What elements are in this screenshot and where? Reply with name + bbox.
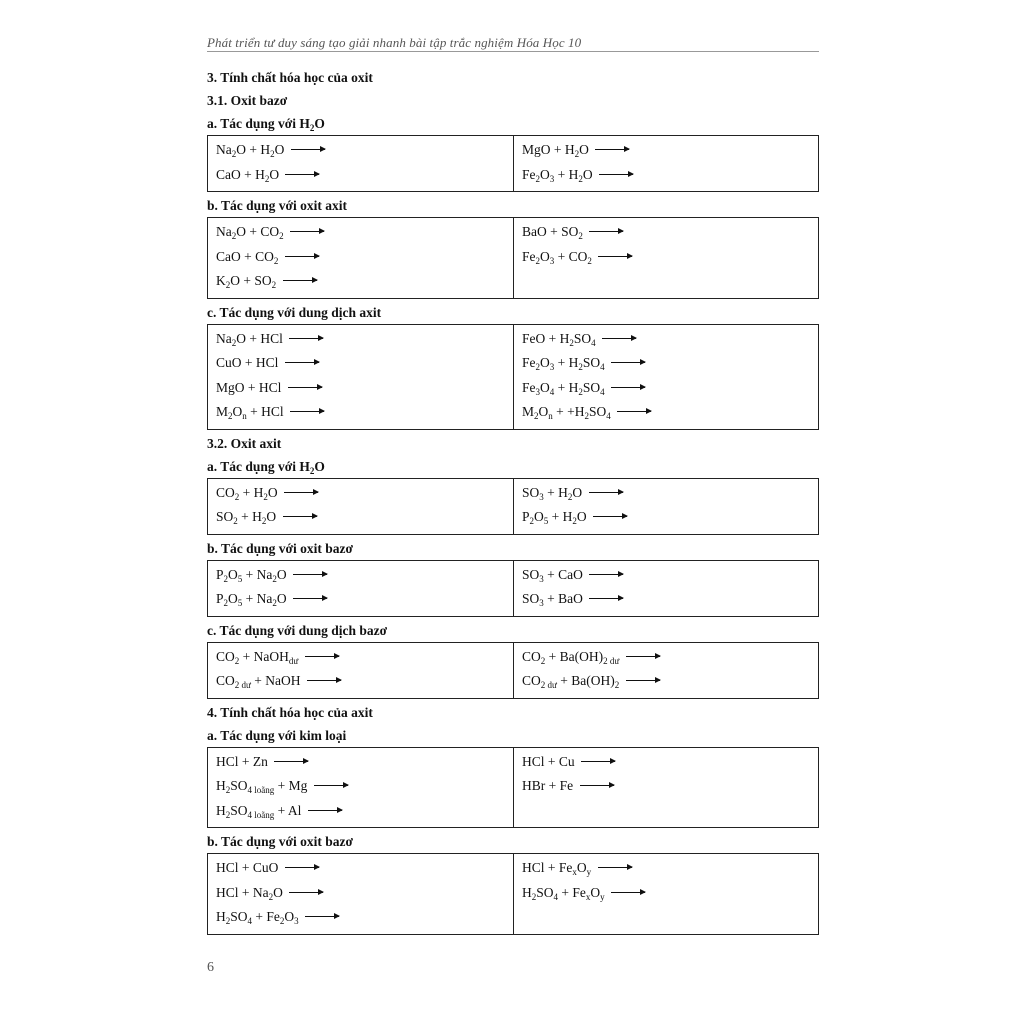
reaction-equation: $Fe_2O_3 + H_2O$ <box>522 163 818 188</box>
reaction-arrow-icon <box>285 256 319 257</box>
reaction-equation: $Fe_2O_3 + H_2SO_4$ <box>522 351 818 376</box>
reaction-table <box>207 747 819 829</box>
right-column <box>513 325 818 429</box>
right-column <box>513 748 818 828</box>
reaction-equation: HCl + Zn <box>216 750 513 775</box>
reaction-arrow-icon <box>611 387 645 388</box>
reaction-arrow-icon <box>589 231 623 232</box>
reaction-arrow-icon <box>289 892 323 893</box>
reaction-arrow-icon <box>285 362 319 363</box>
reaction-arrow-icon <box>598 256 632 257</box>
reaction-table <box>207 560 819 617</box>
reaction-equation: $CO_2$ + NaOH$_{dư}$ <box>216 645 513 670</box>
reaction-equation: $SO_2 + H_2O$ <box>216 505 513 530</box>
reaction-arrow-icon <box>617 411 651 412</box>
reaction-arrow-icon <box>308 810 342 811</box>
right-column <box>513 479 818 534</box>
reaction-equation: HCl + Cu <box>522 750 818 775</box>
exercise-title: a. Tác dụng với $H_2O$ <box>207 116 325 133</box>
reaction-arrow-icon <box>283 516 317 517</box>
reaction-equation: $CO_2 + H_2O$ <box>216 481 513 506</box>
reaction-equation: HCl + $Fe_xO_y$ <box>522 856 818 881</box>
exercise-title: b. Tác dụng với oxit bazơ <box>207 834 353 849</box>
subsection-heading: 3.2. Oxit axit <box>207 435 282 451</box>
reaction-equation: HBr + Fe <box>522 774 818 799</box>
reaction-arrow-icon <box>589 492 623 493</box>
right-column <box>513 643 818 698</box>
reaction-arrow-icon <box>595 149 629 150</box>
right-column <box>513 854 818 934</box>
reaction-arrow-icon <box>305 656 339 657</box>
reaction-table <box>207 324 819 430</box>
left-column <box>208 479 513 534</box>
exercise-title: a. Tác dụng với kim loại <box>207 727 347 743</box>
exercise-title: c. Tác dụng với dung dịch axit <box>207 304 382 320</box>
reaction-arrow-icon <box>593 516 627 517</box>
reaction-equation: $M_2O_n + +H_2SO_4$ <box>522 400 818 425</box>
reaction-table <box>207 478 819 535</box>
reaction-equation: $Na_2O + H_2O$ <box>216 138 513 163</box>
reaction-equation: $SO_3 + H_2O$ <box>522 481 818 506</box>
reaction-equation: FeO + $H_2SO_4$ <box>522 327 818 352</box>
reaction-arrow-icon <box>283 280 317 281</box>
reaction-equation: $P_2O_5 + H_2O$ <box>522 505 818 530</box>
right-column <box>513 561 818 616</box>
reaction-equation: $Fe_2O_3 + CO_2$ <box>522 245 818 270</box>
exercise-title: c. Tác dụng với dung dịch bazơ <box>207 622 388 638</box>
reaction-arrow-icon <box>274 761 308 762</box>
reaction-arrow-icon <box>580 785 614 786</box>
reaction-equation: $H_2SO_{4 loãng} + Al$ <box>216 799 513 824</box>
reaction-equation: CuO + HCl <box>216 351 513 376</box>
reaction-equation: $K_2O + SO_2$ <box>216 269 513 294</box>
left-column <box>208 643 513 698</box>
reaction-arrow-icon <box>305 916 339 917</box>
right-column <box>513 218 818 298</box>
reaction-equation: $SO_3$ + CaO <box>522 563 818 588</box>
reaction-arrow-icon <box>589 574 623 575</box>
page-number: 6 <box>207 960 214 975</box>
reaction-equation: MgO + HCl <box>216 376 513 401</box>
right-column <box>513 136 818 191</box>
reaction-table <box>207 217 819 299</box>
reaction-arrow-icon <box>626 680 660 681</box>
reaction-arrow-icon <box>611 362 645 363</box>
section-heading: 3. Tính chất hóa học của oxit <box>207 70 373 85</box>
reaction-arrow-icon <box>598 867 632 868</box>
reaction-equation: MgO + $H_2O$ <box>522 138 818 163</box>
reaction-arrow-icon <box>581 761 615 762</box>
reaction-equation: $SO_3$ + BaO <box>522 587 818 612</box>
reaction-table <box>207 135 819 192</box>
reaction-equation: $H_2SO_{4 loãng} + Mg$ <box>216 774 513 799</box>
reaction-equation: $CO_{2 dư}$ + NaOH <box>216 669 513 694</box>
reaction-equation: $Na_2O$ + HCl <box>216 327 513 352</box>
reaction-equation: $M_2O_n$ + HCl <box>216 400 513 425</box>
reaction-equation: $H_2SO_4 + Fe_xO_y$ <box>522 881 818 906</box>
reaction-arrow-icon <box>290 411 324 412</box>
reaction-equation: $CO_{2 dư} + Ba(OH)_2$ <box>522 669 818 694</box>
reaction-arrow-icon <box>307 680 341 681</box>
reaction-equation: BaO + $SO_2$ <box>522 220 818 245</box>
reaction-equation: CaO + $H_2O$ <box>216 163 513 188</box>
section-heading: 4. Tính chất hóa học của axit <box>207 704 373 720</box>
page-content <box>207 66 819 937</box>
reaction-equation: $P_2O_5 + Na_2O$ <box>216 563 513 588</box>
left-column <box>208 748 513 828</box>
reaction-equation: $Na_2O + CO_2$ <box>216 220 513 245</box>
reaction-equation: $Fe_3O_4 + H_2SO_4$ <box>522 376 818 401</box>
reaction-table <box>207 853 819 935</box>
running-header: Phát triển tư duy sáng tạo giải nhanh bài tập trắc nghiệm Hóa Học 10 <box>207 35 582 50</box>
reaction-arrow-icon <box>626 656 660 657</box>
reaction-arrow-icon <box>611 892 645 893</box>
reaction-arrow-icon <box>293 574 327 575</box>
reaction-equation: HCl + $Na_2O$ <box>216 881 513 906</box>
reaction-table <box>207 642 819 699</box>
left-column <box>208 136 513 191</box>
exercise-title: b. Tác dụng với oxit bazơ <box>207 540 353 556</box>
reaction-equation: $H_2SO_4 + Fe_2O_3$ <box>216 905 513 930</box>
left-column <box>208 218 513 298</box>
subsection-heading: 3.1. Oxit bazơ <box>207 93 288 108</box>
reaction-arrow-icon <box>285 174 319 175</box>
reaction-arrow-icon <box>284 492 318 493</box>
reaction-equation: $P_2O_5 + Na_2O$ <box>216 587 513 612</box>
reaction-arrow-icon <box>293 598 327 599</box>
left-column <box>208 561 513 616</box>
reaction-arrow-icon <box>290 231 324 232</box>
left-column <box>208 325 513 429</box>
left-column <box>208 854 513 934</box>
reaction-arrow-icon <box>291 149 325 150</box>
reaction-arrow-icon <box>314 785 348 786</box>
reaction-arrow-icon <box>285 867 319 868</box>
reaction-arrow-icon <box>288 387 322 388</box>
header-divider <box>207 51 819 52</box>
reaction-arrow-icon <box>602 338 636 339</box>
reaction-arrow-icon <box>289 338 323 339</box>
exercise-title: b. Tác dụng với oxit axit <box>207 198 348 213</box>
reaction-equation: CaO + $CO_2$ <box>216 245 513 270</box>
reaction-arrow-icon <box>589 598 623 599</box>
exercise-title: a. Tác dụng với $H_2O$ <box>207 458 325 476</box>
reaction-equation: $CO_2 + Ba(OH)_{2 dư}$ <box>522 645 818 670</box>
reaction-arrow-icon <box>599 174 633 175</box>
reaction-equation: HCl + CuO <box>216 856 513 881</box>
